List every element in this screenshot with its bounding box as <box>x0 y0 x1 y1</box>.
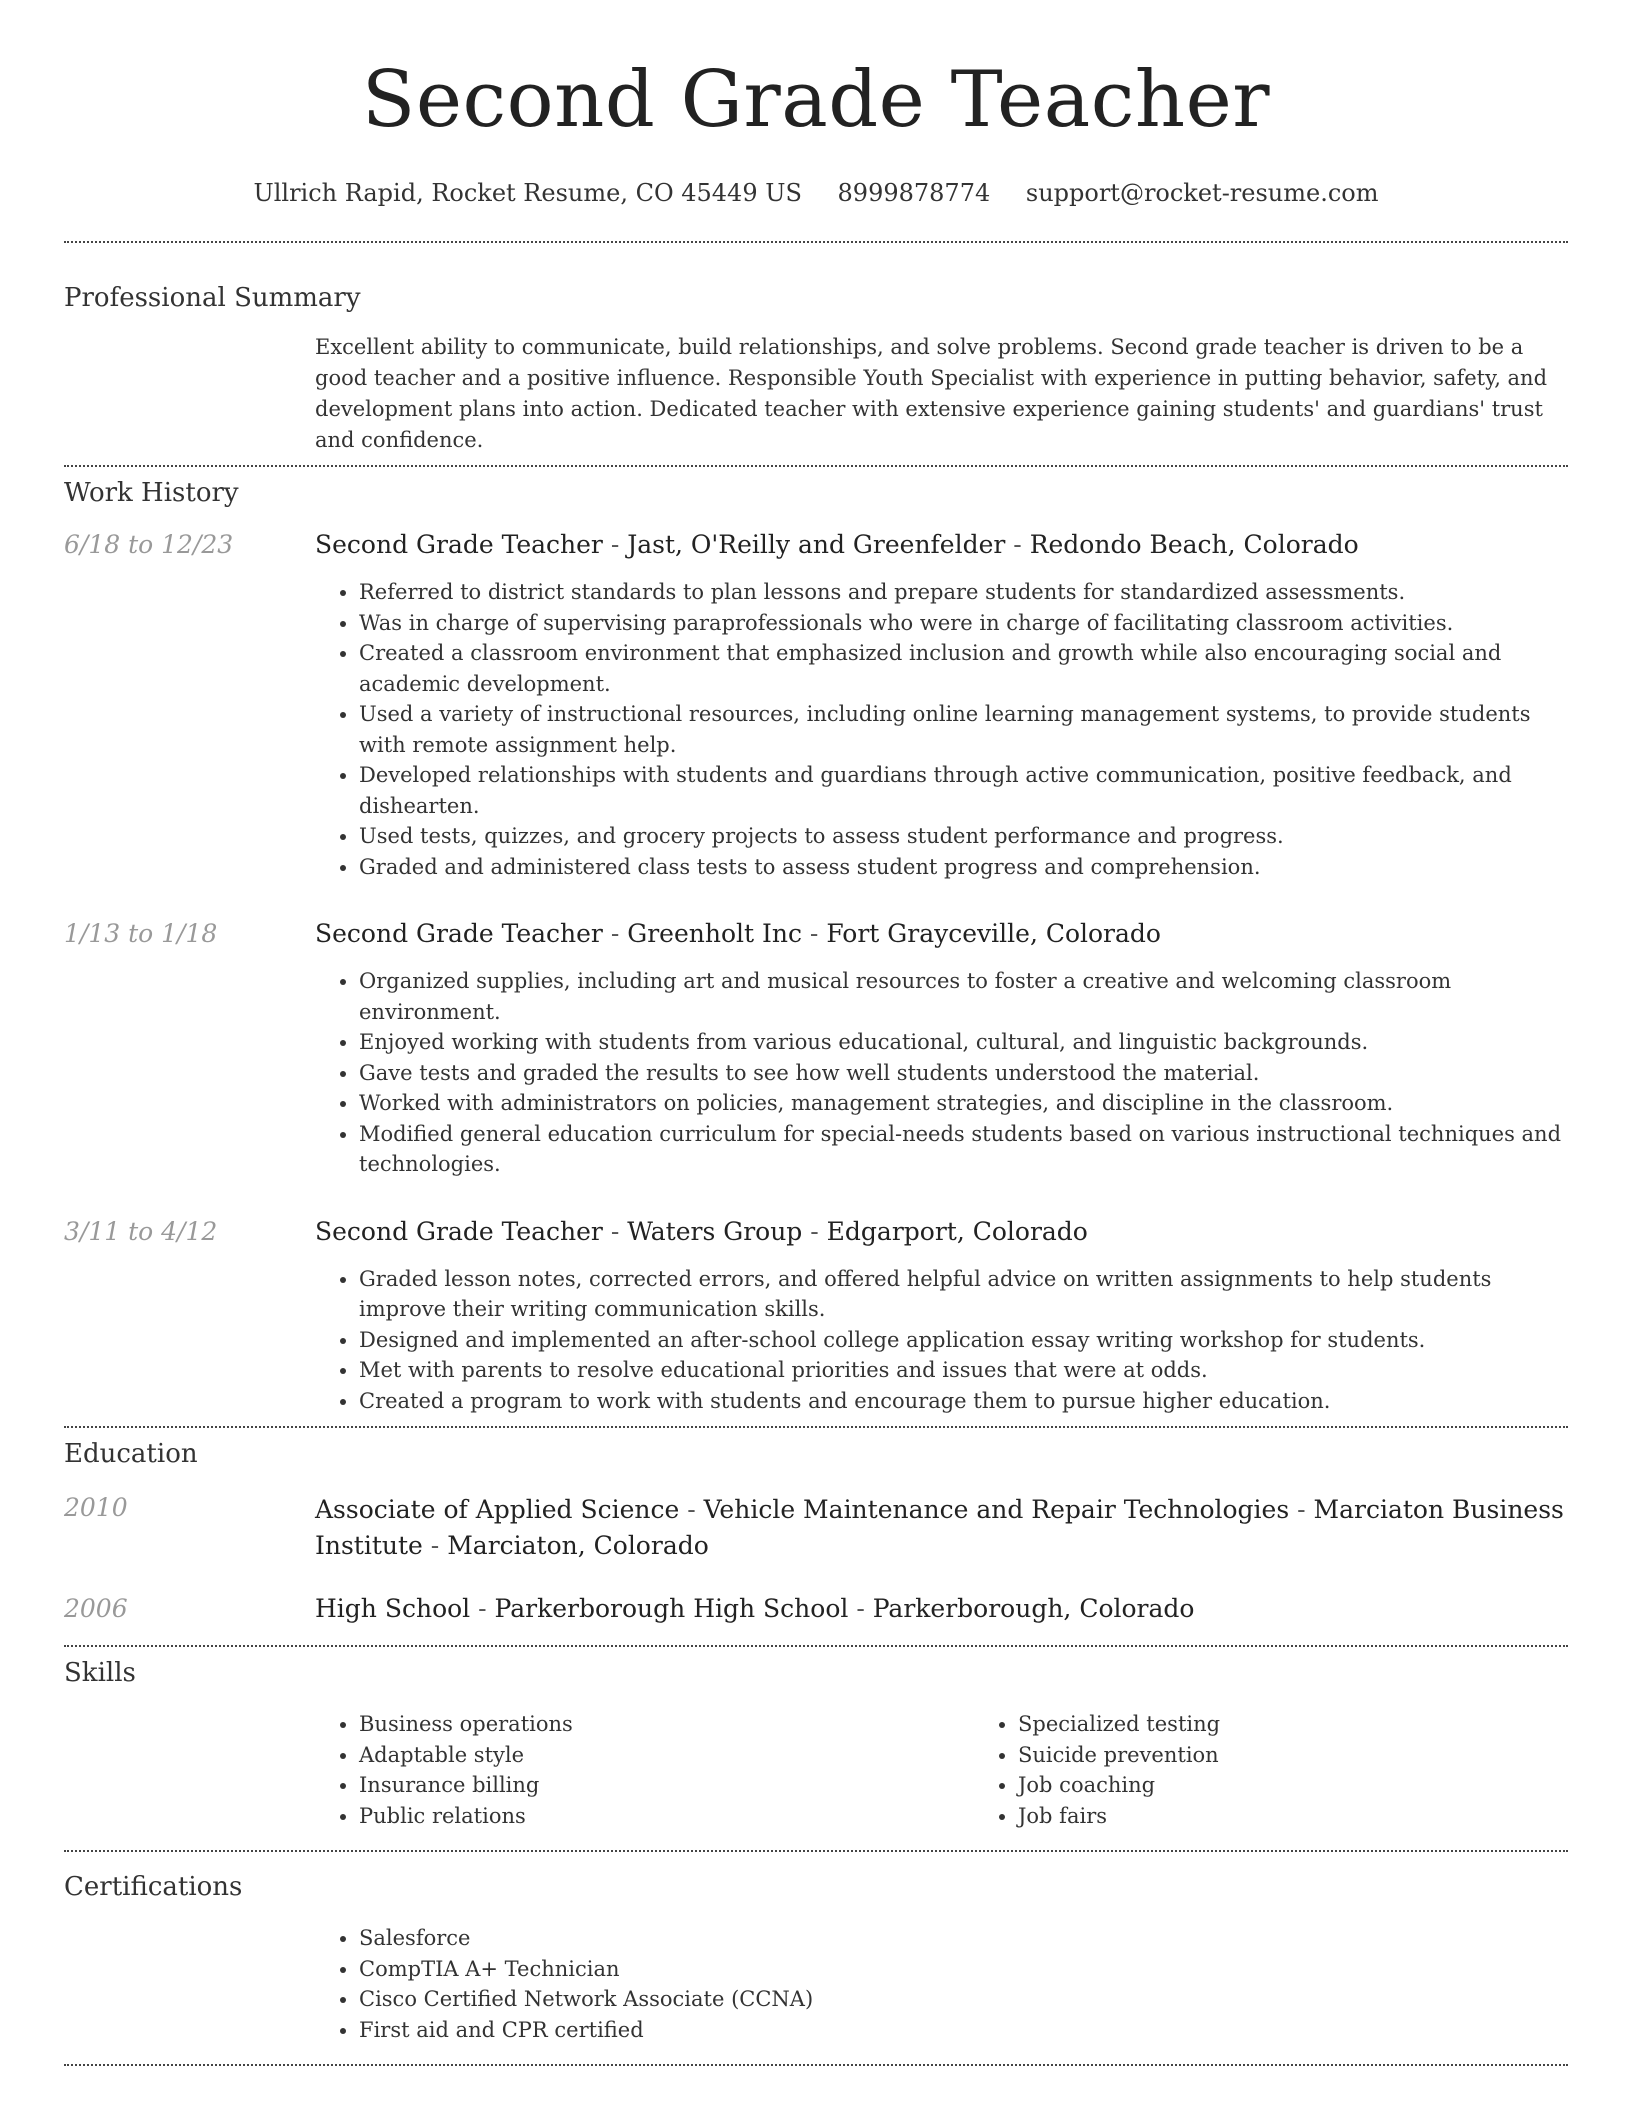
contact-address: Ullrich Rapid, Rocket Resume, CO 45449 US <box>253 179 802 207</box>
skill-item: • Suicide prevention <box>1018 1740 1632 1771</box>
work-entry <box>64 1216 1568 1417</box>
summary-text: Excellent ability to communicate, build relationships, and solve problems. Second grade teacher is driven to be a good teacher and a positive influence. Responsible Youth Specialist with experience in putting behavior, safety, and development plans into action. Dedicated teacher with extensive experience gaining students' and guardians' trust and confidence. <box>315 335 1548 452</box>
divider <box>64 241 1568 243</box>
divider <box>64 2064 1568 2066</box>
education-school: Marciaton Business Institute <box>315 1495 1564 1560</box>
work-company: Jast, O'Reilly and Greenfelder <box>627 530 1006 559</box>
work-title: Second Grade Teacher - Waters Group - Edgarport, Colorado <box>315 1216 1088 1246</box>
work-dates: 1/13 to 1/18 <box>64 919 218 948</box>
work-bullet: • Was in charge of supervising paraprofessionals who were in charge of facilitating classroom activities. <box>359 608 1568 639</box>
work-bullet: • Used a variety of instructional resources, including online learning management systems, to provide students with remote assignment help. <box>359 699 1568 760</box>
section-title-skills: Skills <box>64 1658 136 1688</box>
work-dates: 6/18 to 12/23 <box>64 530 234 559</box>
education-location: Marciaton, Colorado <box>447 1531 709 1560</box>
work-location: Edgarport, Colorado <box>826 1216 1088 1246</box>
work-bullet: • Worked with administrators on policies, management strategies, and discipline in the classroom. <box>359 1088 1568 1119</box>
skills-grid <box>315 1709 1632 1831</box>
work-location: Fort Grayceville, Colorado <box>826 919 1161 948</box>
work-bullet: • Created a program to work with students and encourage them to pursue higher education. <box>359 1386 1568 1417</box>
work-bullet: • Graded lesson notes, corrected errors, and offered helpful advice on written assignments to help students improve their writing communication skills. <box>359 1264 1568 1325</box>
work-bullets <box>315 1264 1568 1417</box>
work-title: Second Grade Teacher - Greenholt Inc - Fort Grayceville, Colorado <box>315 919 1161 948</box>
education-field: Vehicle Maintenance and Repair Technologies <box>703 1495 1290 1524</box>
divider <box>64 1645 1568 1647</box>
skills-row <box>64 1709 1568 1831</box>
summary-row <box>64 332 1568 456</box>
resume-name: Second Grade Teacher <box>361 55 1271 145</box>
education-detail: Associate of Applied Science - Vehicle Maintenance and Repair Technologies - Marciaton Business Institute - Marciaton, Colorado <box>315 1495 1564 1560</box>
education-entry <box>64 1492 1568 1564</box>
work-title: Second Grade Teacher - Jast, O'Reilly and Greenfelder - Redondo Beach, Colorado <box>315 530 1359 559</box>
skills-list-left <box>315 1709 974 1831</box>
contact-phone: 8999878774 <box>837 179 991 207</box>
contact-email: support@rocket-resume.com <box>1025 179 1379 207</box>
work-bullet: • Designed and implemented an after-school college application essay writing workshop for students. <box>359 1325 1568 1356</box>
work-history-list <box>64 529 1568 1416</box>
work-company: Greenholt Inc <box>627 919 802 948</box>
work-entry <box>64 918 1568 1180</box>
work-bullet: • Graded and administered class tests to assess student progress and comprehension. <box>359 852 1568 883</box>
work-entry <box>64 529 1568 882</box>
work-role: Second Grade Teacher <box>315 530 603 559</box>
education-year: 2010 <box>64 1493 128 1522</box>
skills-list-right <box>974 1709 1632 1831</box>
divider <box>64 465 1568 467</box>
education-school: Parkerborough High School <box>494 1594 849 1623</box>
skill-item: • Insurance billing <box>359 1770 974 1801</box>
section-title-certifications: Certifications <box>64 1872 243 1902</box>
work-bullet: • Gave tests and graded the results to see how well students understood the material. <box>359 1058 1568 1089</box>
work-bullet: • Developed relationships with students and guardians through active communication, positive feedback, and dishearten. <box>359 760 1568 821</box>
work-dates: 3/11 to 4/12 <box>64 1216 218 1246</box>
skill-item: • Job coaching <box>1018 1770 1632 1801</box>
skill-item: • Public relations <box>359 1801 974 1832</box>
section-title-summary: Professional Summary <box>64 283 361 313</box>
education-location: Parkerborough, Colorado <box>872 1594 1195 1623</box>
certifications-list <box>315 1923 1568 2045</box>
certification-item: • Salesforce <box>359 1923 1568 1954</box>
section-title-education: Education <box>64 1439 198 1469</box>
work-bullet: • Modified general education curriculum for special-needs students based on various instructional techniques and technologies. <box>359 1119 1568 1180</box>
divider <box>64 1850 1568 1852</box>
work-bullets <box>315 966 1568 1180</box>
certification-item: • CompTIA A+ Technician <box>359 1954 1568 1985</box>
education-entry <box>64 1593 1568 1625</box>
education-degree: Associate of Applied Science <box>315 1495 680 1524</box>
work-location: Redondo Beach, Colorado <box>1029 530 1359 559</box>
work-bullet: • Used tests, quizzes, and grocery projects to assess student performance and progress. <box>359 821 1568 852</box>
certification-item: • First aid and CPR certified <box>359 2015 1568 2046</box>
work-role: Second Grade Teacher <box>315 1216 603 1246</box>
contact-line <box>64 178 1568 208</box>
certifications-row <box>64 1923 1568 2045</box>
skill-item: • Specialized testing <box>1018 1709 1632 1740</box>
work-bullet: • Organized supplies, including art and musical resources to foster a creative and welcoming classroom environment. <box>359 966 1568 1027</box>
certification-item: • Cisco Certified Network Associate (CCNA) <box>359 1984 1568 2015</box>
work-bullet: • Enjoyed working with students from various educational, cultural, and linguistic backgrounds. <box>359 1027 1568 1058</box>
work-role: Second Grade Teacher <box>315 919 603 948</box>
skill-item: • Business operations <box>359 1709 974 1740</box>
education-year: 2006 <box>64 1594 128 1623</box>
education-degree: High School <box>315 1594 471 1623</box>
skill-item: • Adaptable style <box>359 1740 974 1771</box>
work-bullet: • Referred to district standards to plan lessons and prepare students for standardized assessments. <box>359 577 1568 608</box>
work-bullet: • Met with parents to resolve educational priorities and issues that were at odds. <box>359 1355 1568 1386</box>
divider <box>64 1426 1568 1428</box>
work-company: Waters Group <box>627 1216 803 1246</box>
education-detail: High School - Parkerborough High School - Parkerborough, Colorado <box>315 1594 1195 1623</box>
section-title-work: Work History <box>64 478 239 508</box>
work-bullet: • Created a classroom environment that emphasized inclusion and growth while also encouraging social and academic development. <box>359 638 1568 699</box>
skill-item: • Job fairs <box>1018 1801 1632 1832</box>
work-bullets <box>315 577 1568 882</box>
